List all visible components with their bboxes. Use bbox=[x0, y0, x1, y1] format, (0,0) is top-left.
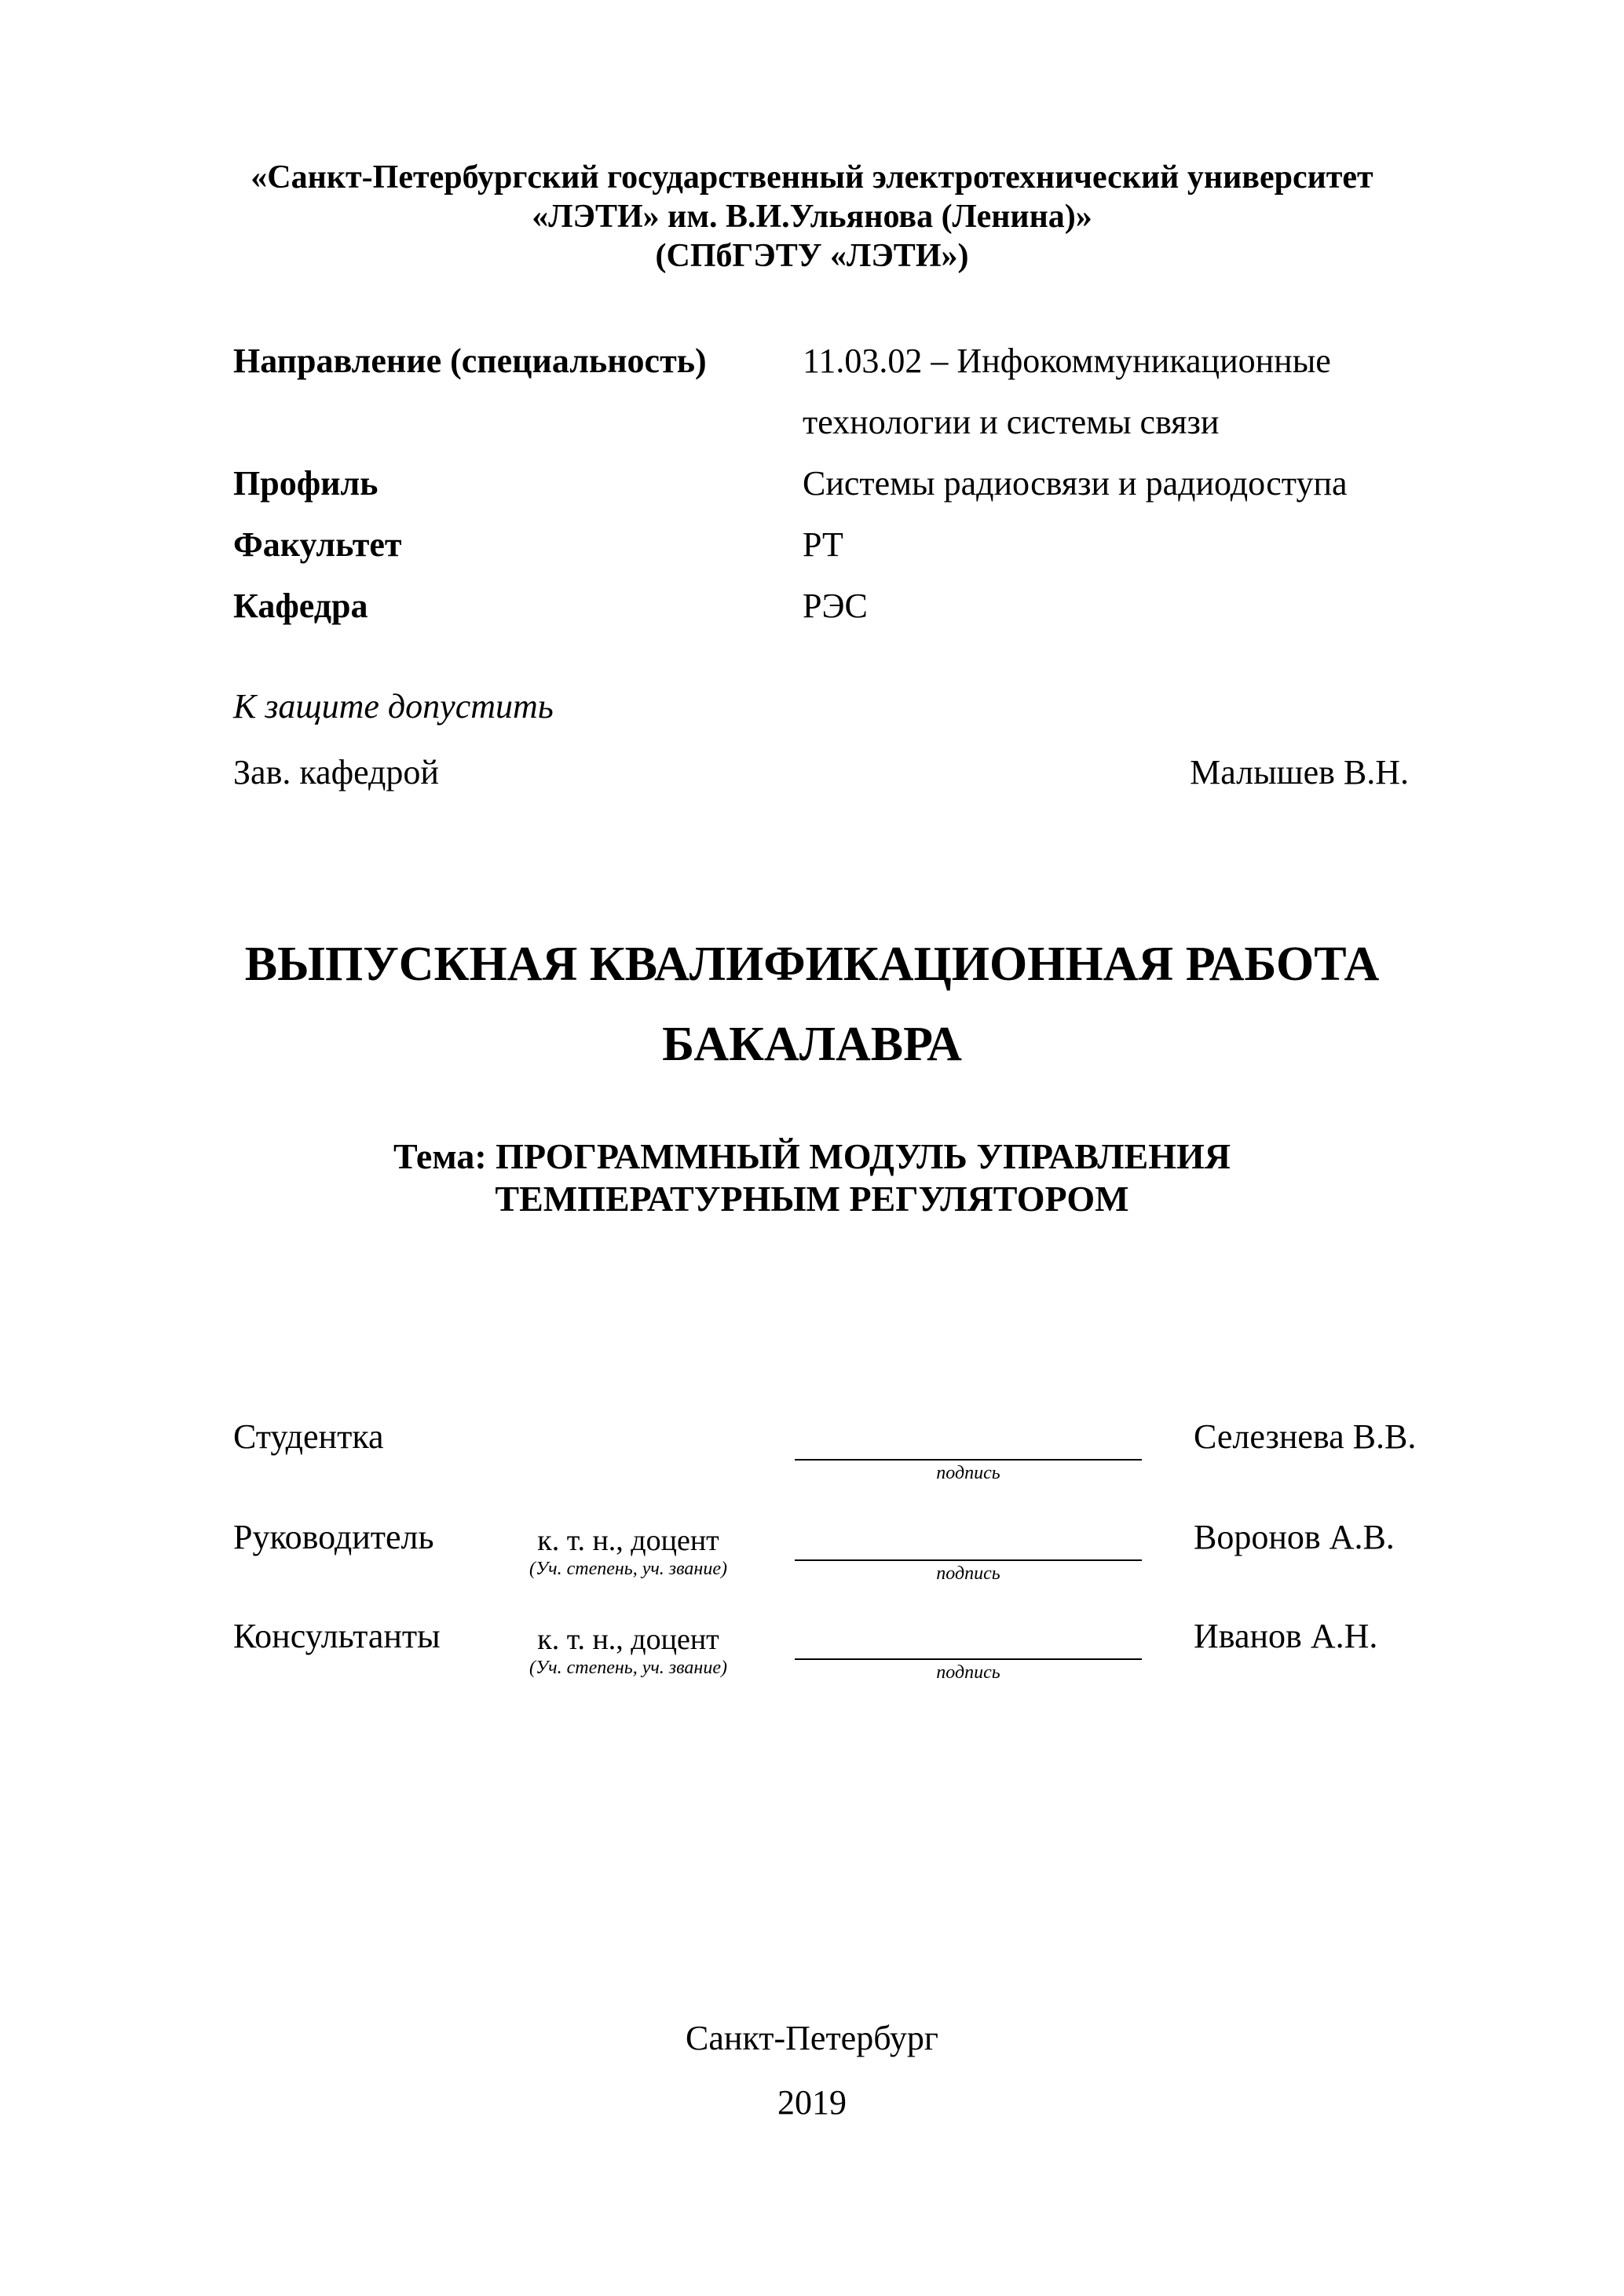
topic-line-2: ТЕМПЕРАТУРНЫМ РЕГУЛЯТОРОМ bbox=[495, 1179, 1129, 1219]
head-of-department-name: Малышев В.Н. bbox=[1190, 753, 1409, 792]
consultant-degree-caption: (Уч. степень, уч. звание) bbox=[529, 1658, 727, 1678]
direction-label: Направление (специальность) bbox=[233, 342, 707, 380]
document-title-line-1: ВЫПУСКНАЯ КВАЛИФИКАЦИОННАЯ РАБОТА bbox=[244, 938, 1380, 991]
profile-label: Профиль bbox=[233, 464, 379, 503]
supervisor-degree: к. т. н., доцент bbox=[537, 1524, 719, 1557]
direction-value-line-2: технологии и системы связи bbox=[803, 403, 1220, 441]
student-signature-line bbox=[795, 1459, 1142, 1461]
defense-approval-text: К защите допустить bbox=[233, 687, 554, 726]
supervisor-signature-line bbox=[795, 1559, 1142, 1561]
consultant-name: Иванов А.Н. bbox=[1194, 1617, 1378, 1655]
year: 2019 bbox=[777, 2083, 847, 2122]
document-title-line-2: БАКАЛАВРА bbox=[662, 1018, 962, 1071]
university-name-line-2: «ЛЭТИ» им. В.И.Ульянова (Ленина)» bbox=[532, 199, 1092, 235]
university-abbreviation: (СПбГЭТУ «ЛЭТИ») bbox=[655, 238, 969, 274]
faculty-label: Факультет bbox=[233, 525, 402, 564]
supervisor-degree-caption: (Уч. степень, уч. звание) bbox=[529, 1559, 727, 1579]
student-name: Селезнева В.В. bbox=[1194, 1417, 1417, 1456]
department-label: Кафедра bbox=[233, 587, 368, 625]
university-name-line-1: «Санкт-Петербургский государственный электротехнический университет bbox=[251, 159, 1373, 196]
consultant-degree: к. т. н., доцент bbox=[537, 1623, 719, 1656]
department-value: РЭС bbox=[803, 587, 868, 625]
consultants-role: Консультанты bbox=[233, 1617, 441, 1655]
supervisor-role: Руководитель bbox=[233, 1518, 434, 1556]
student-signature-caption: подпись bbox=[936, 1463, 1000, 1483]
profile-value: Системы радиосвязи и радиодоступа bbox=[803, 464, 1348, 503]
direction-value-line-1: 11.03.02 – Инфокоммуникационные bbox=[803, 342, 1331, 380]
student-role: Студентка bbox=[233, 1417, 384, 1456]
faculty-value: РТ bbox=[803, 525, 843, 564]
city: Санкт-Петербург bbox=[686, 2019, 938, 2057]
consultant-signature-caption: подпись bbox=[936, 1662, 1000, 1683]
consultant-signature-line bbox=[795, 1658, 1142, 1660]
topic-line-1: Тема: ПРОГРАММНЫЙ МОДУЛЬ УПРАВЛЕНИЯ bbox=[393, 1136, 1231, 1176]
head-of-department-label: Зав. кафедрой bbox=[233, 753, 439, 792]
supervisor-signature-caption: подпись bbox=[936, 1563, 1000, 1584]
supervisor-name: Воронов А.В. bbox=[1194, 1518, 1395, 1556]
